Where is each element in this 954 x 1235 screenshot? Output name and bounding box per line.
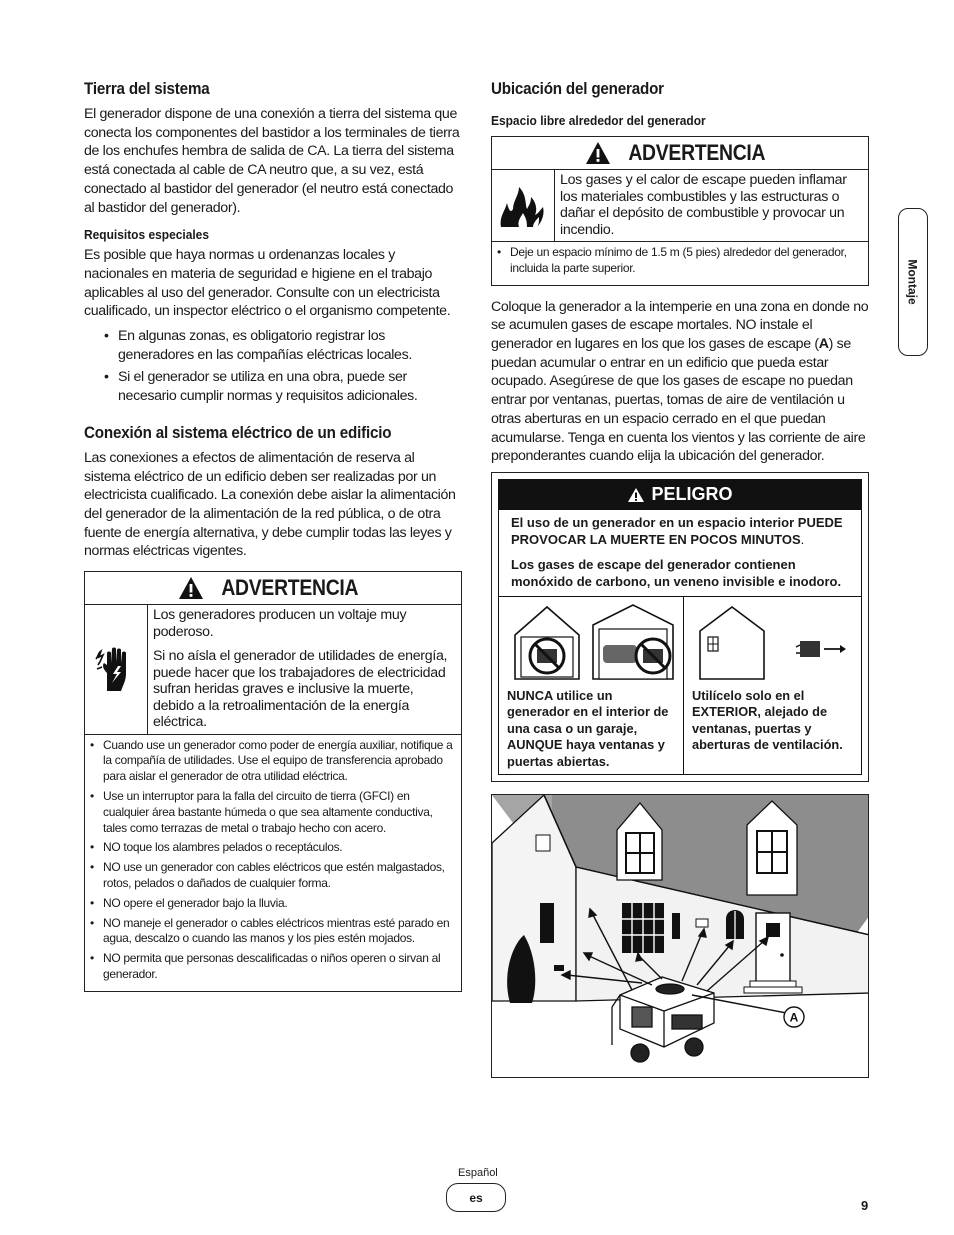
outdoor-generator-icon [692, 601, 862, 681]
heading-espacio: Espacio libre alrededor del generador [491, 113, 706, 128]
list-item: • NO opere el generador bajo la lluvia. [103, 896, 457, 912]
danger-caption-use: Utilícelo solo en el EXTERIOR, alejado de ventanas, puertas y aberturas de ventilación. [692, 687, 843, 753]
page-number: 9 [861, 1198, 869, 1213]
list-item: • NO permita que personas descalificadas o niños operen o sirvan al generador. [103, 951, 457, 983]
right-column [491, 80, 869, 1078]
requisitos-list [84, 327, 462, 406]
heading-requisitos: Requisitos especiales [84, 227, 209, 243]
house-clearance-illustration [491, 794, 869, 1078]
list-item: • Deje un espacio mínimo de 1.5 m (5 pies) alrededor del generador, incluida la parte superior. [510, 245, 864, 277]
warning-header [492, 137, 868, 170]
section-tab-label: Montaje [906, 259, 920, 305]
warning-text-1: Los generadores producen un voltaje muy poderoso. [153, 607, 407, 640]
list-item: • En algunas zonas, es obligatorio registrar los generadores en las compañías eléctricas locales. [118, 327, 462, 364]
warning-text-1: Los gases y el calor de escape pueden inflamar los materiales combustibles y las estructuras o dañar el depósito de combustible y provocar un incendio. [560, 172, 847, 238]
warning-items [492, 242, 868, 285]
paragraph-conexion: Las conexiones a efectos de alimentación de reserva al sistema eléctrico de un edificio deben ser realizadas por un electricista cualificado. La conexión debe aislar la alimentación del generador de la alimentación de la red pública, o de otra fuente de energía alternativa, y debe cumplir todas las leyes y normas eléctricas vigentes. [84, 449, 456, 560]
warning-box-electric [84, 571, 462, 992]
callout-a: A [789, 1010, 799, 1025]
danger-never-indoors [499, 597, 683, 775]
danger-text-1: El uso de un generador en un espacio interior PUEDE PROVOCAR LA MUERTE EN POCOS MINUTOS. [511, 514, 843, 547]
danger-caption-never: NUNCA utilice un generador en el interior de una casa o un garaje, AUNQUE haya ventanas y puertas abiertas. [507, 687, 669, 769]
danger-box [491, 472, 869, 783]
warning-title: ADVERTENCIA [221, 575, 359, 601]
danger-text-2: Los gases de escape del generador contienen monóxido de carbono, un veneno invisible e inodoro. [511, 556, 842, 589]
danger-triangle-icon [627, 487, 645, 503]
no-indoor-generator-icon [507, 601, 677, 681]
list-item: • NO maneje el generador o cables eléctricos mientras esté parado en agua, descalzo o cuando las manos y los pies estén mojados. [103, 916, 457, 948]
warning-title: ADVERTENCIA [628, 140, 766, 165]
warning-body [492, 170, 868, 242]
warning-header [85, 572, 461, 605]
warning-text [148, 605, 461, 734]
paragraph-requisitos: Es posible que haya normas u ordenanzas locales y nacionales en materia de seguridad e higiene en el trabajo aplicables al uso del generador. Consulte con un electricista cualificado, un inspector eléctrico o el organismo competente. [84, 247, 451, 320]
warning-box-fire [491, 136, 869, 286]
electric-shock-hand-icon [85, 605, 148, 734]
danger-title: PELIGRO [651, 484, 733, 505]
warning-triangle-icon [585, 141, 611, 165]
heading-tierra: Tierra del sistema [84, 80, 210, 98]
list-item: • NO use un generador con cables eléctricos que estén malgastados, rotos, pelados o dañados de cualquier forma. [103, 860, 457, 892]
left-column [84, 80, 462, 992]
heading-ubicacion: Ubicación del generador [491, 80, 664, 98]
danger-header [499, 480, 861, 510]
paragraph-coloque: Coloque la generador a la intemperie en una zona en donde no se acumulen gases de escape mortales. NO instale el generador en lugares en los que los gases de escape (A) se puedan acumular o entrar en un edificio que pueda estar ocupado. Asegúrese de que los gases de escape no puedan entrar por ventanas, puertas, tomas de aire de ventilación u otras aberturas en un espacio cerrado en el que puedan acumularse. Tenga en cuenta los vientos y las corriente de aire preponderantes cuando elija la ubicación del generador. [491, 298, 869, 465]
danger-text [499, 510, 861, 597]
list-item: • NO toque los alambres pelados o receptáculos. [103, 840, 457, 856]
heading-conexion: Conexión al sistema eléctrico de un edificio [84, 423, 392, 442]
warning-text-2: Si no aísla el generador de utilidades de energía, puede hacer que los trabajadores de electricidad sufran heridas graves e inclusive la muerte, debido a la retroalimentación de la energía eléctrica. [153, 648, 448, 731]
paragraph-tierra: El generador dispone de una conexión a tierra del sistema que conecta los componentes del bastidor a los terminales de tierra de los enchufes hembra de salida de CA. La tierra del sistema está conectada al cable de CA neutro que, a su vez, está conectado al bastidor del generador (el neutro está conectado al bastidor del generador). [84, 106, 460, 216]
list-item: • Use un interruptor para la falla del circuito de tierra (GFCI) en cualquier área bastante húmeda o que sea altamente conductiva, tales como terrazas de metal o trabajo hecho con acero. [103, 789, 457, 836]
warning-triangle-icon [178, 576, 204, 600]
fire-flame-icon [492, 170, 555, 241]
warning-text [555, 170, 868, 241]
section-tab-montaje [898, 208, 928, 356]
danger-use-outdoors [683, 597, 868, 775]
danger-pictograms [499, 597, 861, 775]
footer-language-code: es [446, 1183, 506, 1212]
list-item: • Si el generador se utiliza en una obra, puede ser necesario cumplir normas y requisitos adicionales. [118, 368, 462, 405]
warning-body [85, 605, 461, 735]
warning-items [85, 735, 461, 991]
list-item: • Cuando use un generador como poder de energía auxiliar, notifique a la compañía de utilidades. Use el equipo de transferencia aprobado para aislar el generador de otra utilidad eléctrica. [103, 738, 457, 785]
footer-language: Español [458, 1167, 498, 1179]
